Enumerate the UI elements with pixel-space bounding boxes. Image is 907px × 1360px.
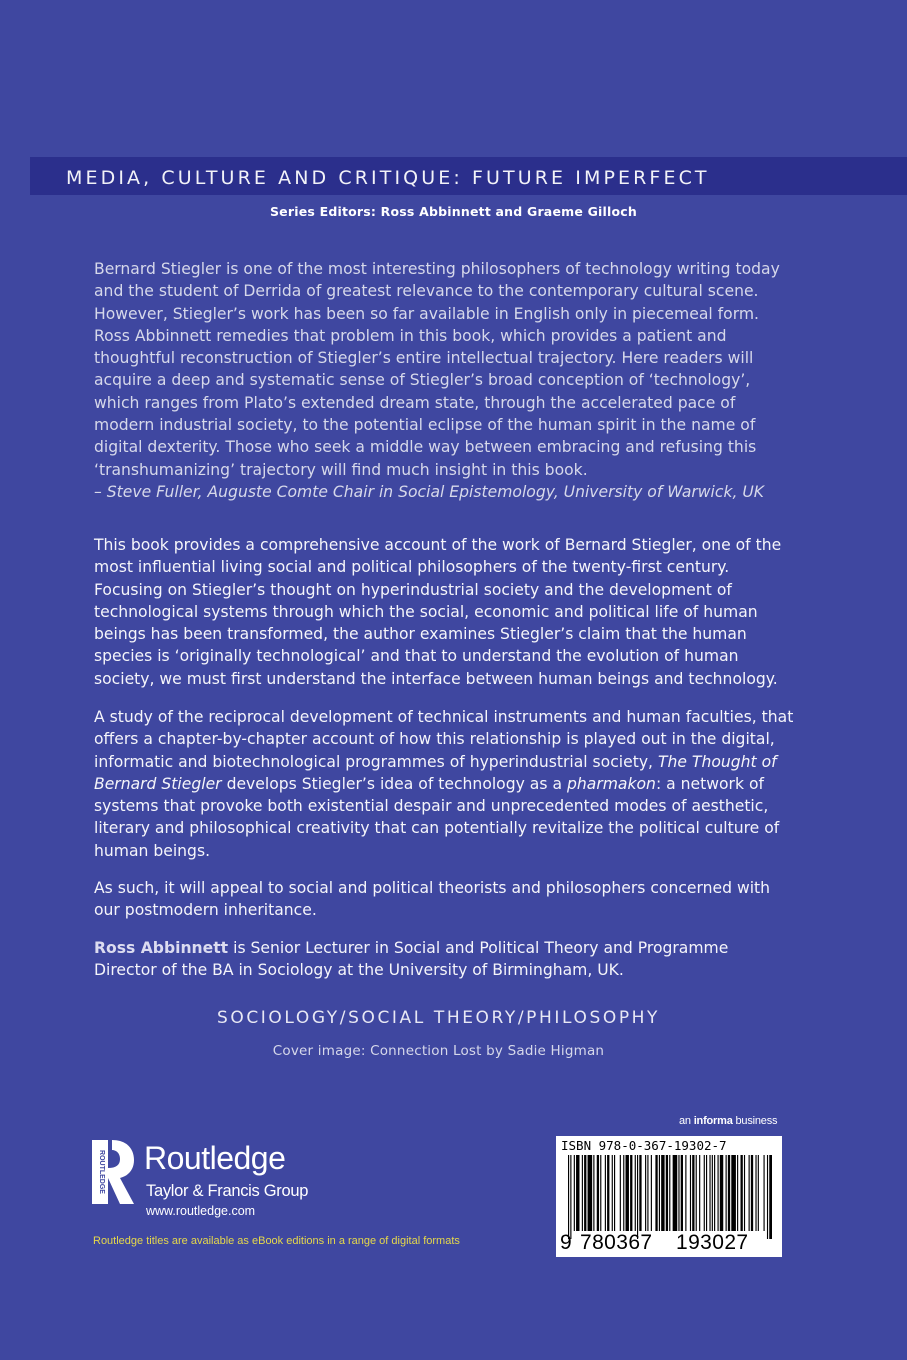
barcode-bar	[681, 1155, 683, 1231]
barcode-bar	[620, 1155, 621, 1231]
barcode-bar	[749, 1155, 750, 1231]
barcode-bar	[635, 1155, 636, 1231]
barcode-bar	[720, 1155, 723, 1231]
description-p2-text-c: : a network of systems that provoke both existential despair and unprecedented modes of aesthetic, literary and philosophical creativity that can potentially revitalize the political culture of human beings.	[94, 774, 780, 860]
barcode-bar	[612, 1155, 613, 1231]
barcode-bar	[769, 1155, 772, 1239]
barcode-bar	[614, 1155, 615, 1231]
informa-prefix: an	[679, 1115, 691, 1127]
barcode-bar	[726, 1155, 727, 1231]
barcode-bar	[673, 1155, 678, 1231]
barcode-bar	[669, 1155, 670, 1231]
barcode-bar	[639, 1155, 641, 1231]
barcode-bar	[692, 1155, 694, 1231]
barcode-bar	[699, 1155, 700, 1231]
author-bio	[94, 937, 794, 982]
publisher-url[interactable]: www.routledge.com	[146, 1204, 256, 1218]
barcode-bar	[755, 1155, 756, 1231]
barcode-bar	[637, 1155, 638, 1239]
isbn-label: ISBN 978-0-367-19302-7	[561, 1138, 727, 1153]
barcode-bar	[666, 1155, 668, 1231]
book-title: The Thought of Bernard Stiegler	[94, 752, 777, 793]
description-p2-text-a: A study of the reciprocal development of technical instruments and human faculties, that offers a chapter-by-chapter account of how this relationship is played out in the digital, informatic and biotechnological programmes of hyperindustrial society,	[94, 708, 794, 771]
barcode-bar	[582, 1155, 583, 1231]
endorsement-text: Bernard Stiegler is one of the most interesting philosophers of technology writing today and the student of Derrida of greatest relevance to the contemporary cultural scene. However, Stiegler’s work has been so far available in English only in piecemeal form. Ross Abbinnett remedies that problem in this book, which provides a patient and thoughtful reconstruction of Stiegler’s entire intellectual trajectory. Here readers will acquire a deep and systematic sense of Stiegler’s broad conception of ‘technology’, which ranges from Plato’s extended dream state, through the accelerated pace of modern industrial society, to the potential eclipse of the human spirit in the name of digital dexterity. Those who seek a middle way between embracing and refusing this ‘transhumanizing’ trajectory will find much insight in this book.	[94, 260, 780, 479]
barcode-bar	[645, 1155, 646, 1231]
isbn-digits-right: 193027	[676, 1231, 749, 1254]
barcode-bar	[597, 1155, 599, 1231]
barcode-bar	[630, 1155, 632, 1231]
barcode-bar	[655, 1155, 657, 1231]
barcode-bar	[678, 1155, 679, 1231]
barcode-bar	[728, 1155, 730, 1231]
barcode-bar	[576, 1155, 579, 1231]
barcode-bar	[605, 1155, 606, 1231]
series-title: MEDIA, CULTURE AND CRITIQUE: FUTURE IMPERFECT	[66, 167, 710, 189]
barcode-bar	[706, 1155, 707, 1231]
barcode-bar	[626, 1155, 629, 1231]
author-bio-text: is Senior Lecturer in Social and Political Theory and Programme Director of the BA in Sociology at the University of Birmingham, UK.	[94, 939, 729, 980]
barcode-bar	[568, 1155, 569, 1239]
barcode-bar	[570, 1155, 571, 1239]
isbn-digit-first: 9	[560, 1231, 573, 1254]
barcode-bar	[574, 1155, 575, 1231]
barcode-bar	[764, 1155, 765, 1231]
barcode-bar	[712, 1155, 713, 1231]
barcode-bar	[704, 1155, 705, 1231]
author-name: Ross Abbinnett	[94, 939, 229, 957]
informa-business-label	[679, 1115, 777, 1127]
barcode-bar	[731, 1155, 736, 1231]
ebook-note: Routledge titles are available as eBook editions in a range of digital formats	[93, 1235, 460, 1247]
endorsement-attribution: – Steve Fuller, Auguste Comte Chair in Social Epistemology, University of Warwick, UK	[94, 482, 765, 501]
informa-brand: informa	[693, 1115, 733, 1127]
barcode-bar	[685, 1155, 686, 1231]
barcode-bar	[588, 1155, 593, 1231]
barcode-bar	[767, 1155, 768, 1239]
barcode-bar	[751, 1155, 753, 1231]
description-paragraph-3: As such, it will appeal to social and political theorists and philosophers concerned with our postmodern inheritance.	[94, 879, 771, 920]
barcode-bar	[584, 1155, 586, 1231]
barcode-bar	[659, 1155, 660, 1231]
barcode-bar	[737, 1155, 738, 1231]
isbn-digits-left: 780367	[580, 1231, 653, 1254]
barcode-bar	[607, 1155, 609, 1231]
subject-category: SOCIOLOGY/SOCIAL THEORY/PHILOSOPHY	[216, 1008, 661, 1028]
barcode-bars	[568, 1155, 772, 1241]
endorsement-quote	[94, 258, 794, 503]
pharmakon-term: pharmakon	[566, 774, 656, 793]
description-p2-text-b: develops Stiegler’s idea of technology as a	[226, 774, 563, 793]
barcode-bar	[690, 1155, 691, 1231]
cover-image-credit: Cover image: Connection Lost by Sadie Higman	[272, 1043, 605, 1059]
barcode-bar	[714, 1155, 715, 1231]
barcode-bar	[651, 1155, 652, 1231]
barcode-bar	[718, 1155, 719, 1231]
description-paragraph-2	[94, 706, 794, 862]
isbn-barcode	[556, 1136, 782, 1257]
barcode-bar	[758, 1155, 759, 1231]
barcode-bar	[741, 1155, 743, 1231]
barcode-bar	[623, 1155, 624, 1231]
barcode-bar	[647, 1155, 648, 1231]
publisher-name: Routledge	[144, 1140, 286, 1176]
routledge-logo-icon	[90, 1138, 136, 1206]
series-editors: Series Editors: Ross Abbinnett and Graeme Gilloch	[269, 204, 637, 219]
routledge-logo-text: ROUTLEDGE	[98, 1150, 105, 1194]
barcode-bar	[696, 1155, 697, 1231]
barcode-bar	[593, 1155, 594, 1231]
barcode-bar	[661, 1155, 664, 1231]
barcode-bar	[600, 1155, 601, 1231]
description-paragraph-1: This book provides a comprehensive account of the work of Bernard Stiegler, one of the most influential living social and political philosophers of the twenty-first century. Focusing on Stiegler’s thought on hyperindustrial society and the development of technological systems through which the social, economic and political life of human beings has been transformed, the author examines Stiegler’s claim that the human species is ‘originally technological’ and that to understand the evolution of human society, we must first understand the interface between human beings and technology.	[94, 536, 782, 688]
publisher-group: Taylor & Francis Group	[146, 1182, 309, 1200]
barcode-bar	[709, 1155, 710, 1231]
barcode-bar	[744, 1155, 745, 1231]
isbn-digits	[560, 1231, 748, 1255]
informa-suffix: business	[735, 1115, 778, 1127]
